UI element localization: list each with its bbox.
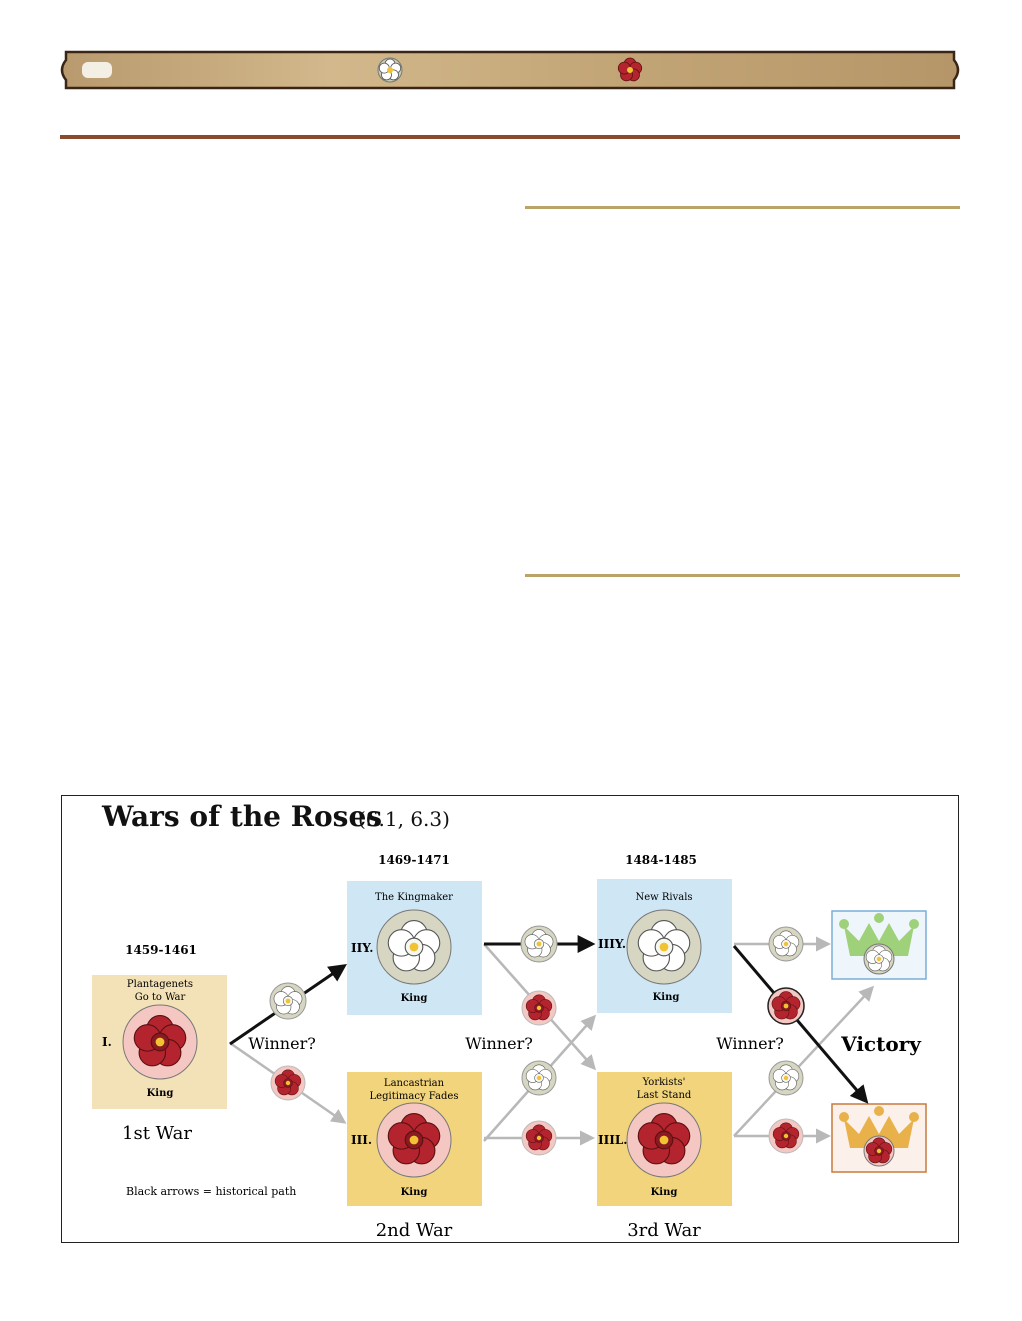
white-rose-icon — [378, 58, 402, 82]
stage-2-name-line1: The Kingmaker — [375, 892, 453, 903]
page-number-box — [82, 62, 112, 78]
stage-box-2 — [347, 881, 482, 1015]
header-banner — [56, 50, 964, 90]
stage-4-id: IIIY. — [598, 937, 627, 951]
stage-3-king: King — [400, 1187, 428, 1198]
winner-label-1: Winner? — [248, 1034, 316, 1053]
stage-2-id: IIY. — [351, 941, 374, 955]
war-label-2: 2nd War — [375, 1220, 453, 1241]
stage-box-3 — [347, 1072, 482, 1206]
stage-1-id: I. — [102, 1035, 112, 1049]
york-victory-box — [832, 911, 926, 979]
stage-1-king: King — [146, 1088, 174, 1099]
winner-label-3: Winner? — [716, 1034, 784, 1053]
victory-label: Victory — [841, 1032, 921, 1056]
stage-1-name-line1: Plantagenets — [126, 979, 194, 990]
war-label-1: 1st War — [122, 1123, 192, 1144]
diagram-title-ref: (6.1, 6.3) — [358, 807, 450, 831]
stage-5-king: King — [650, 1187, 678, 1198]
stage-box-4 — [597, 879, 732, 1013]
stage-2-king: King — [400, 993, 428, 1004]
stage-4-king: King — [652, 992, 680, 1003]
stage-4-name-line1: New Rivals — [635, 892, 693, 903]
stage-3-name-line2: Legitimacy Fades — [369, 1091, 459, 1102]
stage-5-name-line1: Yorkists' — [642, 1077, 686, 1088]
stage-5-id: IIIL. — [598, 1133, 628, 1147]
stage-4-years: 1484-1485 — [625, 853, 697, 867]
wars-of-the-roses-diagram — [61, 795, 959, 1243]
stage-box-5 — [597, 1072, 732, 1206]
stage-2-years: 1469-1471 — [378, 853, 450, 867]
winner-label-2: Winner? — [465, 1034, 533, 1053]
sidebar-top-rule — [525, 206, 960, 209]
stage-5-name-line2: Last Stand — [636, 1090, 692, 1101]
stage-3-name-line1: Lancastrian — [383, 1078, 445, 1089]
top-rule — [60, 135, 960, 139]
diagram-footnote: Black arrows = historical path — [126, 1185, 297, 1198]
diagram-title: Wars of the Roses — [102, 800, 383, 833]
sidebar-bottom-rule — [525, 574, 960, 577]
war-label-3: 3rd War — [627, 1220, 701, 1241]
lancaster-victory-box — [832, 1104, 926, 1172]
stage-3-id: III. — [351, 1133, 373, 1147]
stage-box-1 — [92, 975, 227, 1109]
stage-1-name-line2: Go to War — [134, 992, 186, 1003]
stage-1-years: 1459-1461 — [125, 943, 197, 957]
